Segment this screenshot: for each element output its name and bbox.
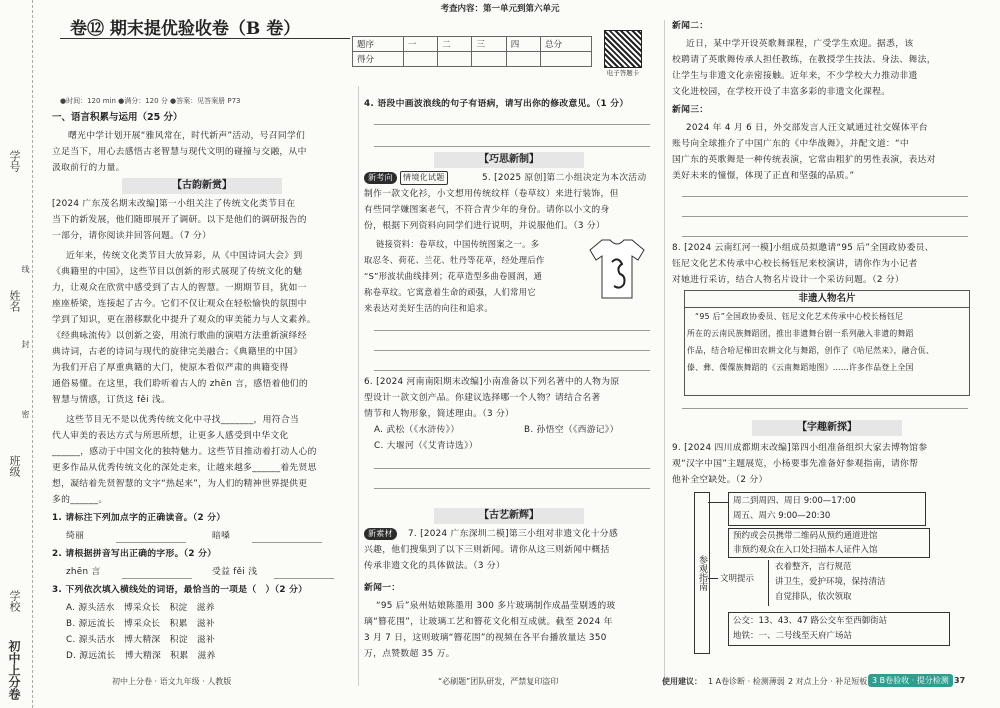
answer-line[interactable] (374, 488, 650, 489)
new-material-tag: 新素材 (364, 528, 397, 540)
column-divider (358, 86, 359, 686)
link-material: 来表达对美好生活的向往和追求。 (364, 303, 493, 313)
question-5: 5. [2025 原创]第二小组决定为本次活动 (482, 173, 647, 183)
question-2: 2. 请根据拼音写出正确的字形。（2 分） (52, 549, 217, 559)
usage-step-2: 2 对点上分 · 补足短板 (788, 677, 868, 686)
q6-option-a[interactable]: A. 武松（《水浒传》） (374, 425, 460, 435)
passage-line: 学到了知识，更在潜移默化中提升了观众的审美能力与人文素养。 (52, 315, 316, 325)
question-8: 对她进行采访，结合人物名片设计一个采访问题。（2 分） (672, 275, 905, 285)
usage-label: 使用建议： (662, 677, 702, 686)
subsection-heading: 【字趣新探】 (752, 420, 902, 436)
link-material: 链接资料：卷草纹，中国传统图案之一。多 (376, 239, 540, 249)
news-2-line: 文化进校园，在学校开设了丰富多彩的非遗文化课程。 (672, 87, 891, 97)
guide-title: 参观指南 (694, 492, 710, 654)
link-material: “S”形波状曲线排列；花草造型多曲卷圆润，通 (364, 271, 543, 281)
link-material: 称卷草纹。它寓意着生命的顽强，人们常用它 (364, 287, 536, 297)
exam-meta: ●时间：120 min ●满分：120 分 ●答案：见答案册 P73 (60, 97, 241, 105)
passage-line: 座座桥梁，连接起了古今。它们不仅让观众在轻松愉快的氛围中 (52, 299, 307, 309)
q3-option-a[interactable]: A. 源头活水 博采众长 积淀 滋养 (66, 603, 215, 613)
news-2-line: 让学生与非遗文化亲密接触。近年来，不少学校大力推动非遗 (672, 71, 918, 81)
question-7: 传承非遗文化的具体做法。（3 分） (364, 561, 506, 571)
spine-label-id: 学号 (8, 150, 21, 172)
news-1-line: 万，点赞数超 35 万。 (364, 649, 455, 659)
passage-line: ______，感动于中国文化的独特魅力。这些节目推动着打动人心的 (52, 447, 317, 457)
passage-line: 《典籍里的中国》，这些节目以创新的形式展现了传统文化的魅 (52, 267, 303, 277)
card-line: 傣、彝、傈僳族舞蹈的《云南舞蹈地图》……许多作品登上全国 (687, 363, 914, 372)
footer-left: 初中上分卷 · 语文九年级 · 人教版 (112, 677, 232, 686)
news-3-line: 2024 年 4 月 6 日，外交部发言人汪文斌通过社交媒体平台 (686, 123, 928, 133)
question-3: 3. 下列依次填入横线处的词语，最恰当的一项是（ ）（2 分） (52, 585, 308, 595)
qr-code-icon[interactable] (604, 30, 642, 68)
spine-brand: 初中上分卷 (7, 640, 21, 700)
answer-line[interactable] (682, 196, 968, 197)
answer-line[interactable] (374, 124, 650, 125)
card-line: “95 后”全国政协委员、钰尼文化艺术传承中心校长杨钰尼 (695, 312, 904, 321)
question-7: 7. [2024 广东深圳二模]第三小组对非遗文化十分感 (408, 529, 618, 539)
civility-row: 衣着整齐，言行规范 (775, 562, 852, 572)
news-3-line: 国广东的英歌舞是一种传统表演，它常由粗犷的男性表演，表达对 (672, 155, 936, 165)
exam-scope: 考查内容：第一单元到第六单元 (440, 4, 560, 14)
news-1-line: “95 后”泉州姑娘陈墨用 300 多片玻璃制作成晶莹剔透的玻 (376, 601, 616, 611)
answer-line[interactable] (374, 370, 650, 371)
passage-line: 这些节目无不是以优秀传统文化中寻找_______，用符合当 (66, 415, 300, 425)
q2-item: zhēn 言 (66, 567, 101, 577)
question-7-line (364, 526, 397, 542)
question-8: 钰尼文化艺术传承中心校长杨钰尼来校演讲，请你作为小记者 (672, 259, 918, 269)
intro-line: 汲取前行的力量。 (52, 163, 125, 173)
usage-step-1: 1 A卷诊断 · 检测薄弱 (708, 677, 785, 686)
question-stem: [2024 广东茂名期末改编]第一小组关注了传统文化类节目在 (52, 199, 296, 209)
news-3-line: 账号向全球推介了中国广东的《中华战舞》，并配文道：“中 (672, 139, 909, 149)
score-head: 四 (506, 37, 540, 52)
passage-line: 为我们开启了厚重典籍的大门，使原本看似严肃的典籍变得 (52, 363, 289, 373)
answer-line[interactable] (374, 350, 650, 351)
question-7: 兴趣，他们搜集到了以下三则新闻。请你从这三则新闻中概括 (364, 545, 610, 555)
card-line: 所在的云南民族舞蹈团，推出非遗舞台剧一系列融入非遗的舞蹈 (687, 329, 914, 338)
question-stem: 当下的新发展，他们随即展开了调研。以下是他们的调研报告的 (52, 215, 307, 225)
q6-option-b[interactable]: B. 孙悟空（《西游记》） (524, 425, 619, 435)
intro-line: 曙光中学计划开展“雅风常在，时代新声”活动，号召同学们 (68, 131, 306, 141)
question-stem: 一部分，请你阅读并回答问题。（7 分） (52, 231, 212, 241)
q6-option-c[interactable]: C. 大堰河（《艾青诗选》） (374, 441, 478, 451)
score-cell[interactable] (403, 52, 437, 67)
q2-item: 受益 fěi 浅 (212, 567, 258, 577)
question-9: 他补全空缺处。（2 分） (672, 475, 768, 485)
usage-step-3: 3 B卷验收 · 提分检测 (868, 674, 953, 687)
person-card (684, 290, 970, 396)
entry-row: 非预约观众在入口处扫描本人证件入馆 (733, 545, 878, 555)
title-bar (60, 10, 350, 39)
passage-line: 智慧与情感，订货这 fěi 浅。 (52, 395, 171, 405)
news-2-line: 校聘请了英歌舞传承人担任教练，在教授学生技法、身法、舞法， (672, 55, 936, 65)
scenario-tag: 情境化试题 (400, 171, 448, 185)
passage-line: 想，凝结着先贤智慧的文字“热起来”，为人们的精神世界提供更 (52, 479, 308, 489)
section-heading: 一、语言积累与运用（25 分） (52, 112, 183, 123)
entry-row: 预约或会员携带二维码从预约通道进馆 (733, 531, 878, 541)
page-number: 37 (954, 676, 966, 685)
subsection-heading: 【古韵新赏】 (122, 178, 282, 194)
spine-cut-mark: 封 (21, 340, 30, 348)
passage-line: 《经典咏流传》以创新之姿，用流行歌曲的演唱方法重新演绎经 (52, 331, 307, 341)
q3-option-c[interactable]: C. 源头活水 博大精深 积淀 滋补 (66, 635, 216, 645)
question-6: 6. [2024 河南南阳期末改编]小南准备以下列名著中的人物为原 (364, 377, 620, 387)
civility-box (768, 560, 929, 606)
question-5: 制作一款文化衫，小文想用传统纹样（卷草纹）来进行装饰，但 (364, 189, 619, 199)
answer-blank[interactable] (116, 542, 186, 543)
spine-cut-mark: 线 (21, 265, 30, 273)
score-head: 二 (438, 37, 472, 52)
news-2-title: 新闻二： (672, 21, 709, 31)
civility-label: 文明提示 (720, 574, 755, 584)
passage-line: 近年来，传统文化类节目大放异彩，从《中国诗词大会》到 (66, 251, 303, 261)
tshirt-icon (586, 236, 648, 302)
score-head: 题序 (353, 37, 404, 52)
score-cell[interactable] (438, 52, 472, 67)
transport-box (728, 612, 950, 646)
question-4: 4. 语段中画波浪线的句子有语病，请写出你的修改意见。（1 分） (364, 99, 629, 109)
score-label: 得分 (353, 52, 404, 67)
entry-box (728, 528, 930, 558)
q3-option-b[interactable]: B. 源远流长 博采众长 积累 滋补 (66, 619, 215, 629)
column-divider (664, 20, 665, 686)
news-2-line: 近日，某中学开设英歌舞课程，广受学生欢迎。据悉，该 (686, 39, 914, 49)
answer-blank[interactable] (122, 578, 192, 579)
subsection-heading: 【古艺新辉】 (434, 508, 584, 524)
spine-label-name: 姓名 (8, 290, 21, 312)
card-title: 非遗人物名片 (685, 291, 969, 308)
link-material: 取忍冬、荷花、兰花、牡丹等花草，经处理后作 (364, 255, 545, 265)
question-8: 8. [2024 云南红河一模]小组成员拟邀请“95 后”全国政协委员、 (672, 243, 934, 253)
question-5: 份，根据下列资料向同学们进行说明，并说服他们。（3 分） (364, 221, 606, 231)
question-6: 情节和人物形象，简述理由。（3 分） (364, 409, 515, 419)
spine-cut-mark: 密 (21, 410, 30, 418)
guide-connector (708, 502, 728, 503)
opening-hours-box (728, 492, 926, 526)
score-cell[interactable] (506, 52, 540, 67)
transport-row: 地铁：一、二号线至天府广场站 (733, 631, 853, 641)
answer-line[interactable] (374, 146, 650, 147)
binding-spine (0, 0, 33, 708)
answer-line[interactable] (682, 236, 968, 237)
answer-blank[interactable] (274, 578, 334, 579)
answer-line[interactable] (374, 330, 650, 331)
score-cell[interactable] (541, 52, 592, 67)
news-1-line: 3 月 7 日，这则玻璃“簪花围”的视频在各平台播放量达 350 (364, 633, 607, 643)
page-title: 卷⑫ 期末提优验收卷（B 卷） (70, 19, 301, 39)
news-3-line: 美好未来的憧憬，体现了正直和坚强的品质。” (672, 171, 855, 181)
score-cell[interactable] (472, 52, 506, 67)
passage-line: 力，让观众在欣赏中感受到了古人的智慧。一期期节目，犹如一 (52, 283, 307, 293)
question-6: 型设计一款文创产品。你建议选择哪一个人物？请结合名著 (364, 393, 601, 403)
q3-option-d[interactable]: D. 源远流长 博大精深 积累 滋养 (66, 651, 216, 661)
answer-blank[interactable] (252, 542, 322, 543)
question-5: 有些同学嫌图案老气，不符合青少年的身份。请你以小文的身 (364, 205, 610, 215)
intro-line: 立足当下，用心去感悟古老智慧与现代文明的碰撞与交融，从中 (52, 147, 307, 157)
guide-connector (708, 578, 718, 579)
question-9: 观“汉字中国”主题展览，小杨要事先准备好参观指南，请你帮 (672, 459, 919, 469)
qr-caption: 电子答题卡 (606, 69, 640, 77)
opening-hours-row: 周五、周六 9:00—20:30 (733, 511, 831, 521)
score-head: 三 (472, 37, 506, 52)
transport-row: 公交：13、43、47 路公交车至西御街站 (733, 616, 888, 626)
question-5-line (364, 170, 448, 186)
q1-item: 绮丽 (66, 531, 85, 541)
new-direction-tag: 新考向 (364, 172, 397, 184)
opening-hours-row: 周二到周四、周日 9:00—17:00 (733, 496, 856, 506)
civility-row: 自觉排队，依次领取 (775, 592, 852, 602)
civility-row: 讲卫生，爱护环境，保持清洁 (775, 577, 886, 587)
score-table (352, 36, 592, 67)
news-3-title: 新闻三： (672, 105, 709, 115)
news-1-line: 璃“簪花围”，让玻璃工艺和簪花文化相互成就。截至 2024 年 (364, 617, 613, 627)
question-1: 1. 请标注下列加点字的正确读音。（2 分） (52, 513, 226, 523)
answer-line[interactable] (682, 408, 968, 409)
passage-line: 更多作品从优秀传统文化的深处走来，让越来越多______着先贤思 (52, 463, 317, 473)
visit-guide (694, 492, 956, 652)
score-head: 一 (403, 37, 437, 52)
spine-label-school: 学校 (8, 590, 21, 612)
footer-middle: “必刷题”团队研发，严禁复印盗印 (438, 677, 559, 686)
passage-line: 多的______。 (52, 495, 108, 505)
question-9: 9. [2024 四川成都期末改编]第四小组准备组织大家去博物馆参 (672, 443, 928, 453)
news-1-title: 新闻一： (364, 583, 401, 593)
passage-line: 代人审美的表达方式与所思所想，让更多人感受到中华文化 (52, 431, 289, 441)
subsection-heading: 【巧思新制】 (434, 152, 584, 168)
passage-line: 通俗易懂。在这里，我们聆听着古人的 zhēn 言，感悟着他们的 (52, 379, 308, 389)
card-line: 作品，结合哈尼梯田农耕文化与舞蹈，创作了《哈尼然来》，融合佤、 (687, 346, 935, 355)
spine-label-class: 班级 (8, 455, 21, 477)
score-head: 总分 (541, 37, 592, 52)
answer-line[interactable] (374, 468, 650, 469)
answer-line[interactable] (682, 216, 968, 217)
q1-item: 暗嗓 (212, 531, 231, 541)
passage-line: 典诗词，古老的诗词与现代的旋律完美融合；《典籍里的中国》 (52, 347, 303, 357)
